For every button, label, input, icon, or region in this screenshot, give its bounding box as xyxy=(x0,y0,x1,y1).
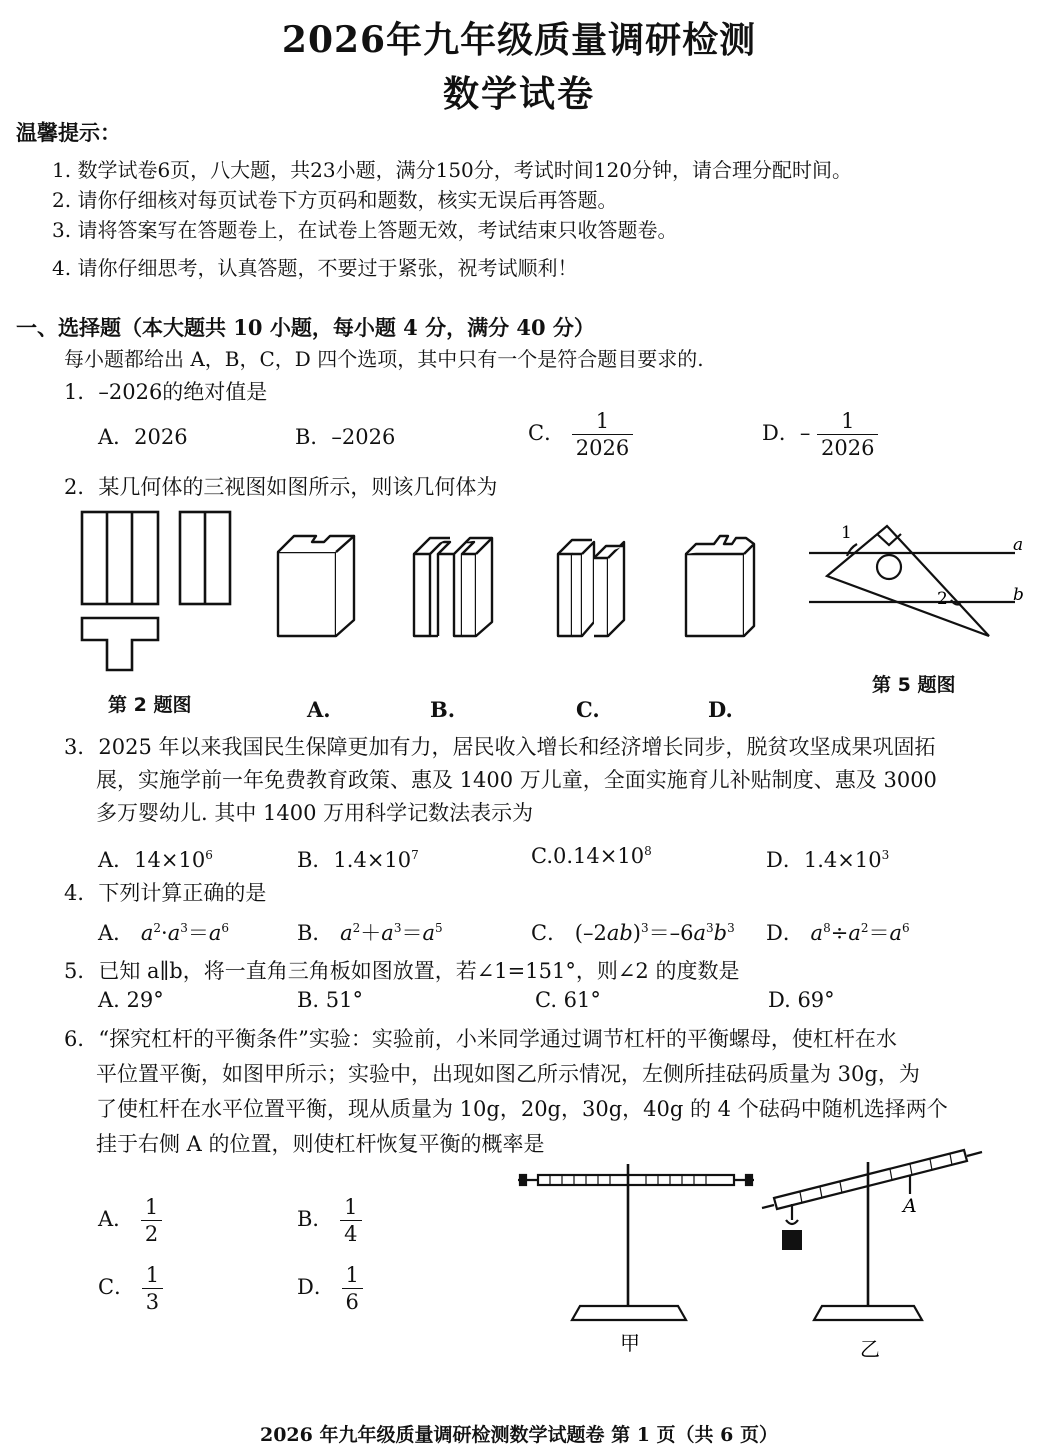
fig-yi-label: 乙 xyxy=(860,1337,880,1361)
weight-block xyxy=(782,1230,802,1250)
q2-label-d: D. xyxy=(708,697,733,722)
q4-stem: 4．下列计算正确的是 xyxy=(64,881,267,905)
lever-base xyxy=(814,1306,922,1320)
q1-option-d xyxy=(762,410,878,459)
lever-bar xyxy=(538,1175,734,1185)
q1-option-d-label: D．– xyxy=(762,421,811,446)
lever-base xyxy=(572,1306,686,1320)
fig-jia-label: 甲 xyxy=(620,1331,640,1355)
q3-line-2: 展，实施学前一年免费教育政策、惠及 1400 万儿童，全面实施育儿补贴制度、惠及 3000 xyxy=(96,768,937,792)
page-footer: 2026 年九年级质量调研检测数学试题卷 第 1 页（共 6 页） xyxy=(259,1424,778,1446)
point-a-label: A xyxy=(903,1195,917,1217)
fraction-numerator: 1 xyxy=(841,409,855,433)
fig5-parallel-lines-triangle xyxy=(805,520,1035,670)
q5-stem: 5．已知 a∥b，将一直角三角板如图放置，若∠1=151°，则∠2 的度数是 xyxy=(64,959,740,983)
q4-option-d: D． $a^8\div a^2=a^6$ xyxy=(766,921,910,945)
q1-option-c-fraction xyxy=(572,410,633,459)
line-a-label: a xyxy=(1013,535,1024,555)
front-view xyxy=(82,512,158,604)
q5-option-a: A. 29° xyxy=(98,988,164,1012)
exam-subtitle: 数学试卷 xyxy=(442,73,595,115)
q6-option-a: A． $\frac{1}{2}$ xyxy=(98,1196,162,1245)
q3-line-1: 3．2025 年以来我国民生保障更加有力，居民收入增长和经济增长同步，脱贫攻坚成果巩固拓 xyxy=(64,735,936,759)
line-b-label: b xyxy=(1013,585,1024,605)
tip-item-4: 4. 请你仔细思考，认真答题，不要过于紧张，祝考试顺利！ xyxy=(52,256,578,280)
q1-option-c-label: C． xyxy=(528,421,566,446)
section-instruction: 每小题都给出 A，B，C，D 四个选项，其中只有一个是符合题目要求的. xyxy=(64,347,704,371)
fraction-denominator: 2026 xyxy=(572,434,633,459)
fraction-denominator: 2026 xyxy=(817,434,878,459)
q6-line-2: 平位置平衡，如图甲所示；实验中，出现如图乙所示情况，左侧所挂砝码质量为 30g，为 xyxy=(96,1062,920,1086)
fraction-numerator: 1 xyxy=(345,1263,359,1287)
fraction-denominator: 2 xyxy=(141,1220,162,1245)
q4-option-b: B． $a^2+a^3=a^5$ xyxy=(297,921,443,945)
exam-title: 2026年九年级质量调研检测 xyxy=(281,19,757,61)
q2-label-b: B. xyxy=(430,697,456,722)
section-heading: 一、选择题（本大题共 10 小题，每小题 4 分，满分 40 分） xyxy=(16,315,595,340)
q3-option-b: B．$1.4\times 10^7$ xyxy=(297,848,419,872)
solid-option-d xyxy=(680,528,770,640)
fraction-denominator: 6 xyxy=(342,1288,363,1313)
solid-option-b xyxy=(408,528,503,640)
three-view-figure xyxy=(76,508,166,678)
q5-option-c: C. 61° xyxy=(535,988,601,1012)
q6-line-4: 挂于右侧 A 的位置，则使杠杆恢复平衡的概率是 xyxy=(96,1132,545,1156)
q2-label-a: A. xyxy=(307,697,331,722)
q6-line-1: 6．“探究杠杆的平衡条件”实验：实验前，小米同学通过调节杠杆的平衡螺母，使杠杆在水 xyxy=(64,1027,897,1051)
q6-option-d: D． $\frac{1}{6}$ xyxy=(297,1264,363,1313)
q6-line-3: 了使杠杆在水平位置平衡，现从质量为 10g，20g，30g，40g 的 4 个砝码中随机选择两个 xyxy=(96,1097,948,1121)
q6-option-b: B． $\frac{1}{4}$ xyxy=(297,1196,362,1245)
side-view xyxy=(176,508,236,608)
q5-option-d: D. 69° xyxy=(768,988,835,1012)
angle-2-label: 2 xyxy=(937,589,948,609)
q1-option-b: B．–2026 xyxy=(295,425,396,449)
solid-option-a xyxy=(272,528,367,640)
solid-option-c xyxy=(552,528,637,640)
fraction-denominator: 3 xyxy=(142,1288,163,1313)
tip-item-2: 2. 请你仔细核对每页试卷下方页码和题数，核实无误后再答题。 xyxy=(52,188,618,212)
q3-option-c: $C.0.14\times 10^8$ xyxy=(531,844,652,868)
fraction-numerator: 1 xyxy=(144,1195,159,1219)
tip-item-3: 3. 请将答案写在答题卷上，在试卷上答题无效，考试结束只收答题卷。 xyxy=(52,218,678,242)
fraction-denominator: 4 xyxy=(340,1220,361,1245)
q3-option-d: D．$1.4\times 10^3$ xyxy=(766,848,890,872)
top-view xyxy=(82,618,158,670)
q3-line-3: 多万婴幼儿. 其中 1400 万用科学记数法表示为 xyxy=(96,801,534,825)
q1-option-a: A．2026 xyxy=(98,425,188,449)
lever-figure-jia xyxy=(516,1160,756,1360)
fraction-numerator: 1 xyxy=(595,409,610,433)
q2-label-c: C. xyxy=(576,697,600,722)
q1-stem: 1．–2026的绝对值是 xyxy=(64,380,268,404)
tip-item-1: 1. 数学试卷6页，八大题，共23小题，满分150分，考试时间120分钟，请合理分配时间。 xyxy=(52,158,852,182)
q1-option-d-fraction xyxy=(817,410,878,459)
fig2-caption: 第 2 题图 xyxy=(108,694,192,716)
tilted-lever-bar xyxy=(774,1150,967,1209)
q4-option-c: C． $(-2ab)^3=-6a^3b^3$ xyxy=(531,921,735,945)
fig5-caption: 第 5 题图 xyxy=(872,674,956,696)
angle-1-label: 1 xyxy=(841,523,852,543)
fraction-numerator: 1 xyxy=(145,1263,160,1287)
q6-option-c: C． $\frac{1}{3}$ xyxy=(98,1264,163,1313)
fraction-numerator: 1 xyxy=(344,1195,358,1219)
lever-figure-yi xyxy=(760,1148,1000,1368)
q3-option-a: A．$14\times 10^6$ xyxy=(98,848,213,872)
q1-option-c xyxy=(528,410,633,459)
q5-option-b: B. 51° xyxy=(297,988,364,1012)
q4-option-a: A． $a^2\cdot a^3=a^6$ xyxy=(98,921,230,945)
q2-stem: 2．某几何体的三视图如图所示，则该几何体为 xyxy=(64,475,498,499)
tips-heading: 温馨提示： xyxy=(16,120,121,145)
